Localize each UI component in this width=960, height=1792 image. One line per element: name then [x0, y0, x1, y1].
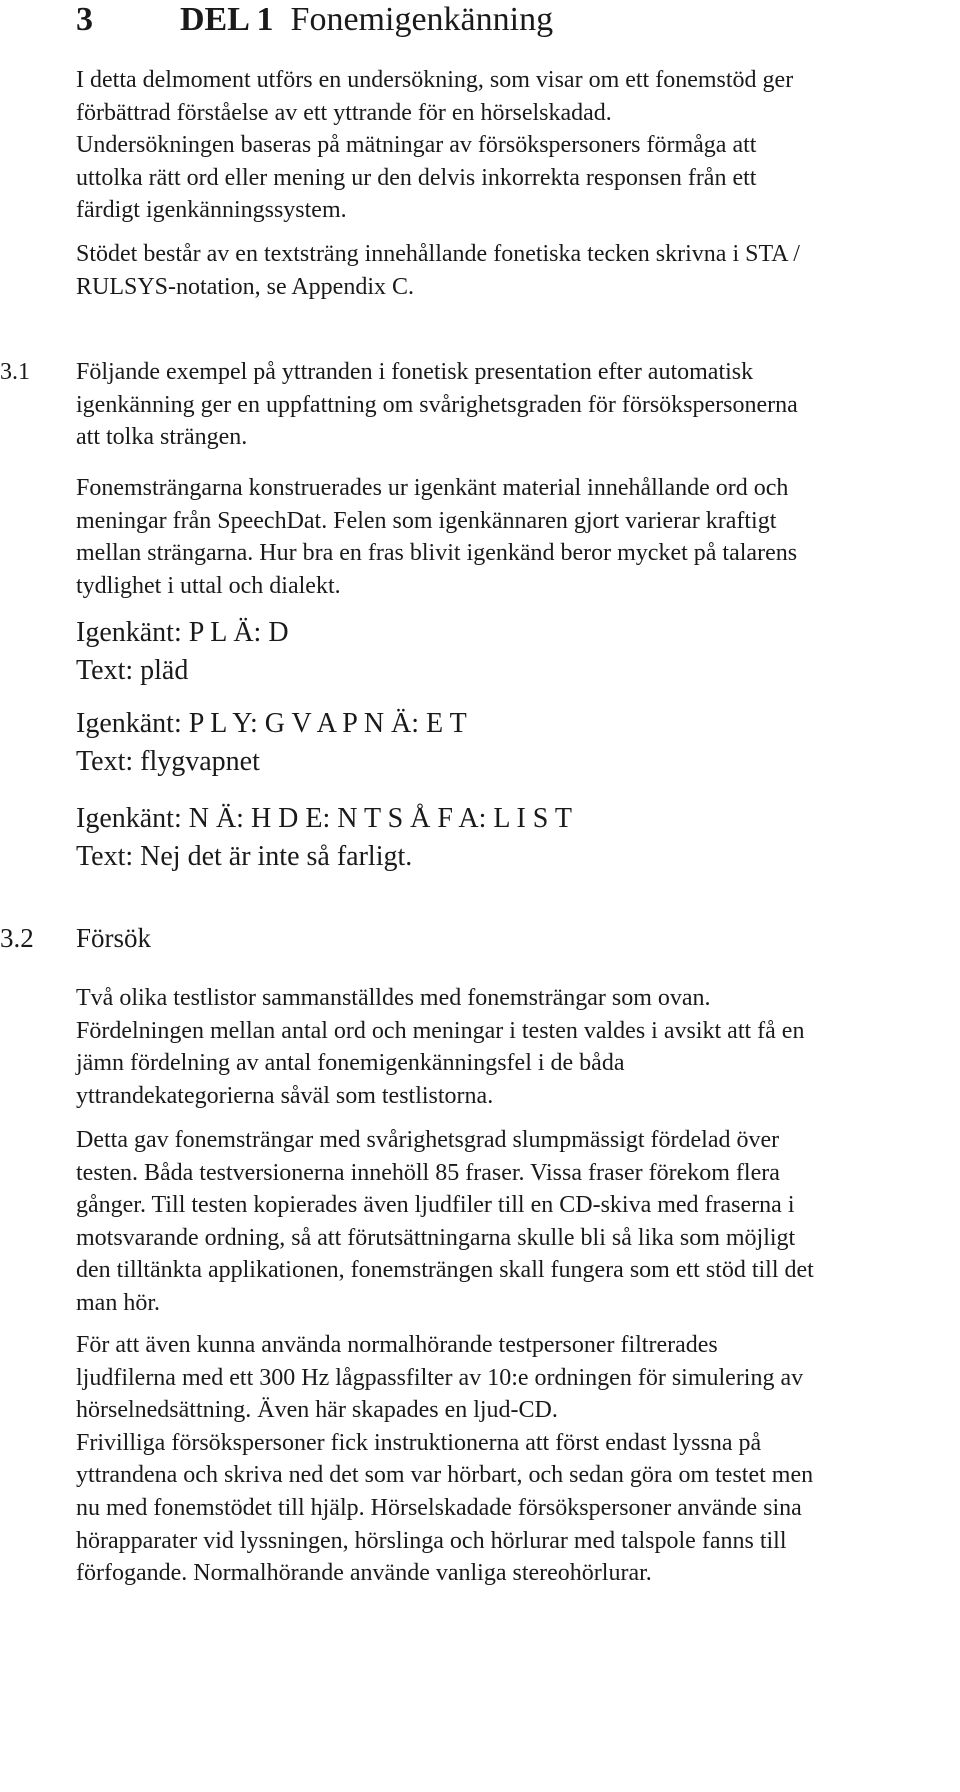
p1-line: jämn fördelning av antal fonemigenkänningsfel i de båda	[76, 1050, 625, 1077]
fonem-line: tydlighet i uttal och dialekt.	[76, 572, 341, 599]
section-number: 3	[76, 1, 93, 38]
sub31-line: Följande exempel på yttranden i fonetisk presentation efter automatisk	[76, 359, 754, 385]
example-2	[76, 705, 467, 781]
intro-line: uttolka rätt ord eller mening ur den delvis inkorrekta responsen från ett	[76, 164, 757, 191]
example-text: Text: flygvapnet	[76, 746, 260, 777]
intro-paragraph	[76, 64, 956, 227]
p3-line: yttrandena och skriva ned det som var hörbart, och sedan göra om testet men	[76, 1462, 814, 1489]
p2-line: motsvarande ordning, så att förutsättningarna skulle bli så lika som möjligt	[76, 1224, 796, 1251]
paragraph-2	[76, 1124, 956, 1320]
p3-line: förfogande. Normalhörande använde vanliga stereohörlurar.	[76, 1560, 652, 1587]
sub31-line: att tolka strängen.	[76, 424, 248, 451]
p2-line: den tilltänkta applikationen, fonemsträngen skall fungera som ett stöd till det	[76, 1257, 814, 1284]
document-page: 3 DEL 1 Fonemigenkänning I detta delmoment utförs en undersökning, som visar om ett fonemstöd ger förbättrad förståelse av ett yttrande för en hörselskadad. Undersökningen baseras på mätningar av försökspersoners förmåga att uttolka rätt ord eller mening ur den delvis inkorrekta responsen från ett färdigt igenkänningssystem. Stödet består av en textsträng innehållande fonetiska tecken skrivna i STA / RULSYS-notation, se Appendix C. 3.1 Följande exempel på yttranden i fonetisk presentation efter automatisk igenkänning ger en uppfattning om svårighetsgraden för försökspersonerna att tolka strängen. Fonemsträngarna konstruerades ur igenkänt material innehållande ord och meningar från SpeechDat. Felen som igenkännaren gjort varierar kraftigt mellan strängarna. Hur bra en fras blivit igenkänd beror mycket på talarens tydlighet i uttal och dialekt. Igenkänt: P L Ä: D Text: pläd Igenkänt: P L Y: G V A P N Ä: E T Text: flygvapnet Igenkänt: N Ä: H D E: N T S Å F A: L I S T Text: Nej det är inte så farligt. 3.2 Försök Två olika testlistor sammanställdes med fonemsträngar som ovan. Fördelningen mellan antal ord och meningar i testen valdes i avsikt att få en jämn fördelning av antal fonemigenkänningsfel i de båda yttrandekategorierna såväl som testlistorna. Detta gav fonemsträngar med svårighetsgrad slumpmässigt fördelad över testen. Båda testversionerna innehöll 85 fraser. Vissa fraser förekom flera gånger. Till testen kopierades även ljudfiler till en CD-skiva med fraserna i motsvarande ordning, så att förutsättningarna skulle bli så lika som möjligt den tilltänkta applikationen, fonemsträngen skall fungera som ett stöd till det man hör. För att även kunna använda normalhörande testpersoner filtrerades ljudfilerna med ett 300 Hz lågpassfilter av 10:e ordningen för simulering av hörselnedsättning. Även här skapades en ljud-CD. Frivilliga försökspersoner fick instruktionerna att först endast lyssna på yttrandena och skriva ned det som var hörbart, och sedan göra om testet men nu med fonemstödet till hjälp. Hörselskadade försökspersoner använde sina hörapparater vid lyssningen, hörslinga och hörlurar med talspole fanns till förfogande. Normalhörande använde vanliga stereohörlurar.	[0, 0, 960, 1792]
example-3	[76, 800, 572, 876]
p2-line: gånger. Till testen kopierades även ljudfiler till en CD-skiva med fraserna i	[76, 1192, 795, 1219]
example-recognized: Igenkänt: N Ä: H D E: N T S Å F A: L I S T	[76, 803, 572, 834]
intro-line: förbättrad förståelse av ett yttrande för en hörselskadad.	[76, 99, 612, 126]
p2-line: man hör.	[76, 1289, 160, 1316]
paragraph-1	[76, 982, 956, 1112]
p3-line: Frivilliga försökspersoner fick instruktionerna att först endast lyssna på	[76, 1429, 762, 1456]
intro-line: I detta delmoment utförs en undersökning, som visar om ett fonemstöd ger	[76, 67, 794, 93]
subsection-3-1-paragraph	[76, 356, 956, 454]
example-recognized: Igenkänt: P L Y: G V A P N Ä: E T	[76, 708, 467, 739]
section-heading	[76, 0, 553, 40]
sub31-line: igenkänning ger en uppfattning om svårighetsgraden för försökspersonerna	[76, 391, 798, 418]
section-prefix: DEL 1	[180, 1, 274, 38]
example-recognized: Igenkänt: P L Ä: D	[76, 617, 289, 648]
fonem-line: meningar från SpeechDat. Felen som igenkännaren gjort varierar kraftigt	[76, 507, 777, 534]
intro-line: färdigt igenkänningssystem.	[76, 197, 347, 224]
section-title: Fonemigenkänning	[290, 1, 554, 38]
example-text: Text: pläd	[76, 655, 189, 686]
example-text: Text: Nej det är inte så farligt.	[76, 841, 413, 872]
intro-line: Undersökningen baseras på mätningar av försökspersoners förmåga att	[76, 132, 757, 159]
p1-line: yttrandekategorierna såväl som testlistorna.	[76, 1082, 494, 1109]
p2-line: testen. Båda testversionerna innehöll 85 fraser. Vissa fraser förekom flera	[76, 1159, 780, 1186]
subsection-3-2-heading: 3.2 Försök	[0, 923, 152, 953]
fonem-line: mellan strängarna. Hur bra en fras blivit igenkänd beror mycket på talarens	[76, 540, 798, 567]
p3-line: nu med fonemstödet till hjälp. Hörselskadade försökspersoner använde sina	[76, 1494, 802, 1521]
support-line: RULSYS-notation, se Appendix C.	[76, 273, 415, 300]
p3-line: För att även kunna använda normalhörande testpersoner filtrerades	[76, 1332, 718, 1358]
p2-line: Detta gav fonemsträngar med svårighetsgrad slumpmässigt fördelad över	[76, 1127, 780, 1153]
support-line: Stödet består av en textsträng innehållande fonetiska tecken skrivna i STA /	[76, 241, 800, 267]
p3-line: hörapparater vid lyssningen, hörslinga och hörlurar med talspole fanns till	[76, 1527, 787, 1554]
p1-line: Fördelningen mellan antal ord och meningar i testen valdes i avsikt att få en	[76, 1017, 805, 1044]
p1-line: Två olika testlistor sammanställdes med fonemsträngar som ovan.	[76, 985, 711, 1011]
fonem-paragraph	[76, 472, 956, 602]
paragraph-3	[76, 1329, 956, 1590]
support-paragraph	[76, 238, 956, 303]
subsection-3-2-title: Försök	[76, 923, 152, 953]
example-1	[76, 614, 289, 690]
fonem-line: Fonemsträngarna konstruerades ur igenkänt material innehållande ord och	[76, 475, 789, 501]
p3-line: ljudfilerna med ett 300 Hz lågpassfilter av 10:e ordningen för simulering av	[76, 1364, 804, 1391]
p3-line: hörselnedsättning. Även här skapades en ljud-CD.	[76, 1397, 558, 1424]
